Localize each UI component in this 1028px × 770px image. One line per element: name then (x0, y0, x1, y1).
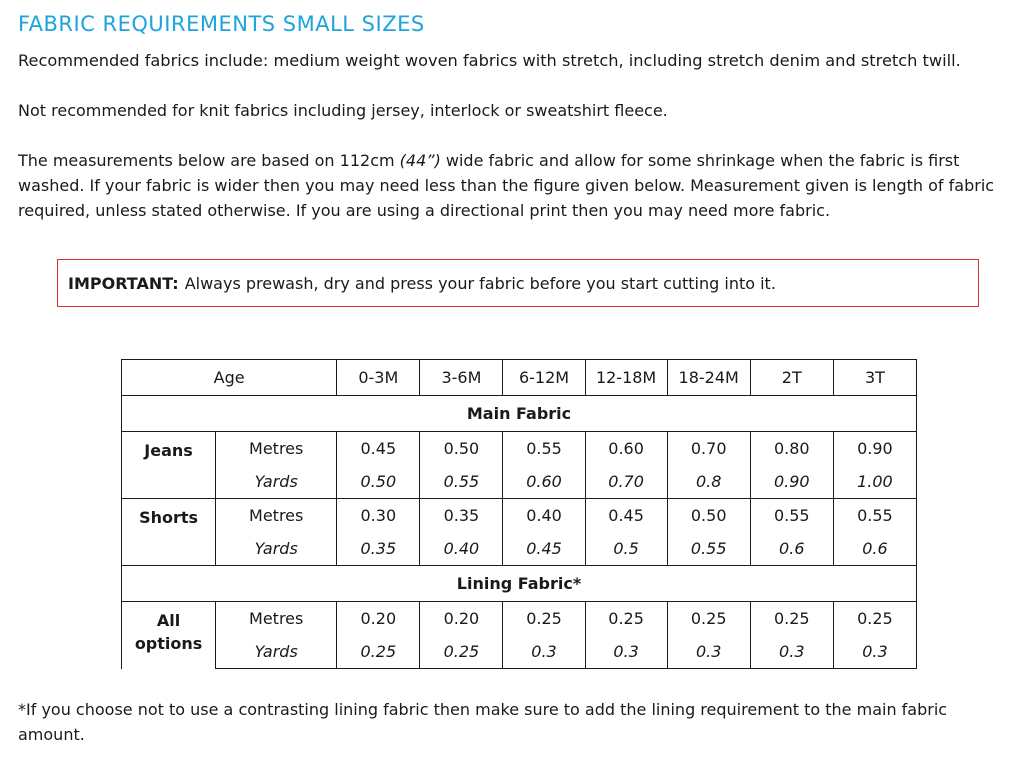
all-options-label-line2: options (134, 634, 203, 653)
table-cell: 0.55 (420, 465, 503, 499)
table-cell: 0.90 (750, 465, 833, 499)
table-cell: 0.6 (750, 532, 833, 566)
table-cell: 0.25 (420, 635, 503, 669)
page-title: FABRIC REQUIREMENTS SMALL SIZES (18, 12, 425, 36)
recommended-fabrics-text: Recommended fabrics include: medium weight woven fabrics with stretch, including stretch denim and stretch twill. (18, 51, 961, 70)
table-cell: 0.5 (585, 532, 667, 566)
important-text: Always prewash, dry and press your fabric before you start cutting into it. (184, 273, 776, 293)
table-cell: 0.8 (667, 465, 750, 499)
table-cell: 0.3 (833, 635, 916, 669)
table-row (122, 532, 917, 566)
table-cell: 0.70 (585, 465, 667, 499)
table-cell: 0.60 (585, 432, 667, 466)
size-header: 6-12M (503, 360, 585, 396)
measurements-text-end: wide fabric and allow for some shrinkage when the fabric is first washed. If your fabric is wider then you may need less than the figure given below. Measurement given is length of fabric required, unless stated otherwise. If you are using a directional print then you may need more fabric. (18, 151, 995, 220)
measurements-text (18, 148, 1008, 223)
main-fabric-heading: Main Fabric (122, 396, 917, 432)
table-cell: 0.80 (750, 432, 833, 466)
table-cell: 0.55 (667, 532, 750, 566)
table-cell: 0.50 (337, 465, 420, 499)
table-cell: 0.3 (503, 635, 585, 669)
unit-metres: Metres (216, 499, 337, 533)
unit-metres: Metres (216, 432, 337, 466)
table-header-row (122, 360, 917, 396)
all-options-label-line1: All (156, 611, 181, 630)
table-cell: 0.30 (337, 499, 420, 533)
table-cell: 0.20 (420, 602, 503, 636)
table-cell: 0.55 (750, 499, 833, 533)
important-label: IMPORTANT: (68, 273, 179, 293)
table-row (122, 465, 917, 499)
table-cell: 0.55 (833, 499, 916, 533)
table-cell: 0.3 (585, 635, 667, 669)
table-cell: 0.70 (667, 432, 750, 466)
table-cell: 0.45 (585, 499, 667, 533)
table-cell: 0.25 (503, 602, 585, 636)
age-header: Age (122, 360, 337, 396)
table-cell: 0.20 (337, 602, 420, 636)
table-cell: 0.3 (667, 635, 750, 669)
table-cell: 0.40 (503, 499, 585, 533)
shorts-label: Shorts (122, 499, 216, 566)
table-cell: 0.25 (667, 602, 750, 636)
unit-yards: Yards (216, 465, 337, 499)
fabric-requirements-table (121, 359, 917, 669)
table-cell: 0.90 (833, 432, 916, 466)
table-cell: 0.25 (750, 602, 833, 636)
table-cell: 0.40 (420, 532, 503, 566)
table-row (122, 432, 917, 466)
table-row (122, 602, 917, 636)
table-cell: 0.35 (337, 532, 420, 566)
size-header: 3-6M (420, 360, 503, 396)
table-cell: 0.25 (833, 602, 916, 636)
jeans-label: Jeans (122, 432, 216, 499)
table-row (122, 499, 917, 533)
unit-yards: Yards (216, 635, 337, 669)
table-cell: 0.50 (667, 499, 750, 533)
table-cell: 1.00 (833, 465, 916, 499)
table-cell: 0.60 (503, 465, 585, 499)
lining-fabric-section-row (122, 566, 917, 602)
lining-fabric-heading: Lining Fabric* (122, 566, 917, 602)
table-cell: 0.50 (420, 432, 503, 466)
measurements-inches: (44”) (399, 151, 441, 170)
size-header: 2T (750, 360, 833, 396)
table-cell: 0.45 (503, 532, 585, 566)
table-cell: 0.55 (503, 432, 585, 466)
table-cell: 0.6 (833, 532, 916, 566)
not-recommended-text: Not recommended for knit fabrics including jersey, interlock or sweatshirt fleece. (18, 101, 668, 120)
unit-yards: Yards (216, 532, 337, 566)
measurements-text-start: The measurements below are based on 112cm (18, 151, 400, 170)
all-options-label (122, 602, 216, 669)
size-header: 12-18M (585, 360, 667, 396)
size-header: 18-24M (667, 360, 750, 396)
table-cell: 0.3 (750, 635, 833, 669)
main-fabric-section-row (122, 396, 917, 432)
size-header: 0-3M (337, 360, 420, 396)
important-notice (57, 259, 979, 307)
table-cell: 0.35 (420, 499, 503, 533)
unit-metres: Metres (216, 602, 337, 636)
table-row (122, 635, 917, 669)
table-cell: 0.25 (337, 635, 420, 669)
table-cell: 0.45 (337, 432, 420, 466)
size-header: 3T (833, 360, 916, 396)
table-cell: 0.25 (585, 602, 667, 636)
lining-footnote: *If you choose not to use a contrasting lining fabric then make sure to add the lining requirement to the main fabric amount. (18, 700, 948, 744)
